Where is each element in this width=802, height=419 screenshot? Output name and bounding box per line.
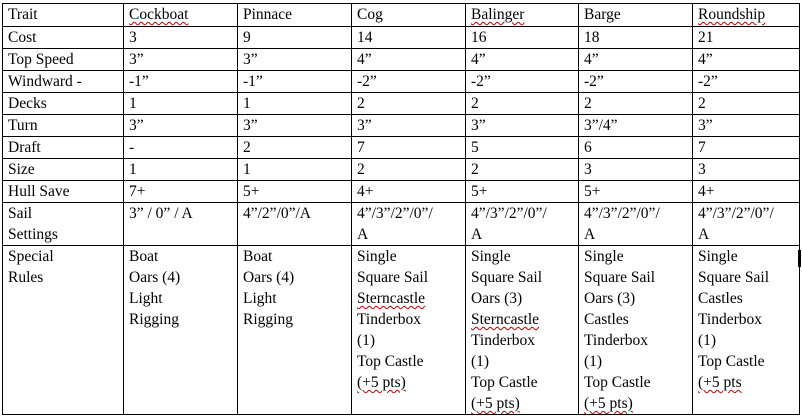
value-cell: 7 [693,137,800,159]
column-header-balinger: Balinger [466,4,579,27]
value-cell: 4” [466,49,579,71]
value-cell: 6 [579,137,693,159]
value-cell: 3” [238,115,352,137]
sail-settings-cell: 4”/3”/2”/0”/ A [466,203,579,246]
value-cell: 4+ [693,181,800,203]
special-rules-cell: Single Square Sail Oars (3) Castles Tinderbox (1) Top Castle (+5 pts) [579,246,693,415]
ship-traits-table [2,3,800,415]
column-header-trait: Trait [3,4,124,27]
value-cell: 5 [466,137,579,159]
value-cell: 21 [693,27,800,49]
trait-cell: Hull Save [3,181,124,203]
value-cell: - [124,137,238,159]
table-row [3,159,800,181]
value-cell: 5+ [238,181,352,203]
special-rules-row [3,246,800,415]
value-cell: 2 [352,93,466,115]
sail-settings-cell: 4”/3”/2”/0”/ A [352,203,466,246]
value-cell: 2 [466,159,579,181]
value-cell: 2 [579,93,693,115]
value-cell: 4” [352,49,466,71]
value-cell: 4” [579,49,693,71]
trait-cell: Draft [3,137,124,159]
value-cell: 3 [579,159,693,181]
value-cell: 14 [352,27,466,49]
trait-cell: Decks [3,93,124,115]
value-cell: 5+ [466,181,579,203]
special-rules-cell: Single Square Sail Castles Tinderbox (1) Top Castle (+5 pts [693,246,800,415]
value-cell: 3” [693,115,800,137]
value-cell: -2” [693,71,800,93]
value-cell: 3”/4” [579,115,693,137]
value-cell: -2” [352,71,466,93]
value-cell: 4+ [352,181,466,203]
value-cell: 2 [352,159,466,181]
table-row [3,49,800,71]
sail-settings-cell: 4”/2”/0”/A [238,203,352,246]
text-cursor-marker [798,250,801,267]
trait-cell: Special Rules [3,246,124,415]
value-cell: 1 [238,93,352,115]
value-cell: 3” [124,115,238,137]
column-header-cockboat: Cockboat [124,4,238,27]
header-row [3,4,800,27]
table-row [3,181,800,203]
value-cell: 7 [352,137,466,159]
value-cell: 18 [579,27,693,49]
column-header-cog: Cog [352,4,466,27]
special-rules-cell: Single Square Sail Sterncastle Tinderbox (1) Top Castle (+5 pts) [352,246,466,415]
trait-cell: Windward - [3,71,124,93]
value-cell: 7+ [124,181,238,203]
table-row [3,27,800,49]
special-rules-cell: Boat Oars (4) Light Rigging [124,246,238,415]
value-cell: 3” [238,49,352,71]
sail-settings-cell: 3” / 0” / A [124,203,238,246]
sail-settings-cell: 4”/3”/2”/0”/ A [693,203,800,246]
value-cell: -1” [124,71,238,93]
trait-cell: Sail Settings [3,203,124,246]
value-cell: 3” [124,49,238,71]
value-cell: -2” [466,71,579,93]
value-cell: 3 [693,159,800,181]
value-cell: 2 [238,137,352,159]
special-rules-cell: Single Square Sail Oars (3) Sterncastle Tinderbox (1) Top Castle (+5 pts) [466,246,579,415]
column-header-pinnace: Pinnace [238,4,352,27]
value-cell: 4” [693,49,800,71]
trait-cell: Size [3,159,124,181]
trait-cell: Turn [3,115,124,137]
table-row [3,71,800,93]
table-row [3,93,800,115]
value-cell: 2 [693,93,800,115]
value-cell: 5+ [579,181,693,203]
table-row [3,137,800,159]
value-cell: -1” [238,71,352,93]
value-cell: 1 [238,159,352,181]
trait-cell: Top Speed [3,49,124,71]
value-cell: 3” [352,115,466,137]
value-cell: 1 [124,93,238,115]
sail-settings-cell: 4”/3”/2”/0”/ A [579,203,693,246]
column-header-roundship: Roundship [693,4,800,27]
value-cell: 3” [466,115,579,137]
trait-cell: Cost [3,27,124,49]
value-cell: -2” [579,71,693,93]
value-cell: 16 [466,27,579,49]
sail-settings-row [3,203,800,246]
value-cell: 3 [124,27,238,49]
column-header-barge: Barge [579,4,693,27]
value-cell: 2 [466,93,579,115]
special-rules-cell: Boat Oars (4) Light Rigging [238,246,352,415]
table-row [3,115,800,137]
value-cell: 1 [124,159,238,181]
value-cell: 9 [238,27,352,49]
